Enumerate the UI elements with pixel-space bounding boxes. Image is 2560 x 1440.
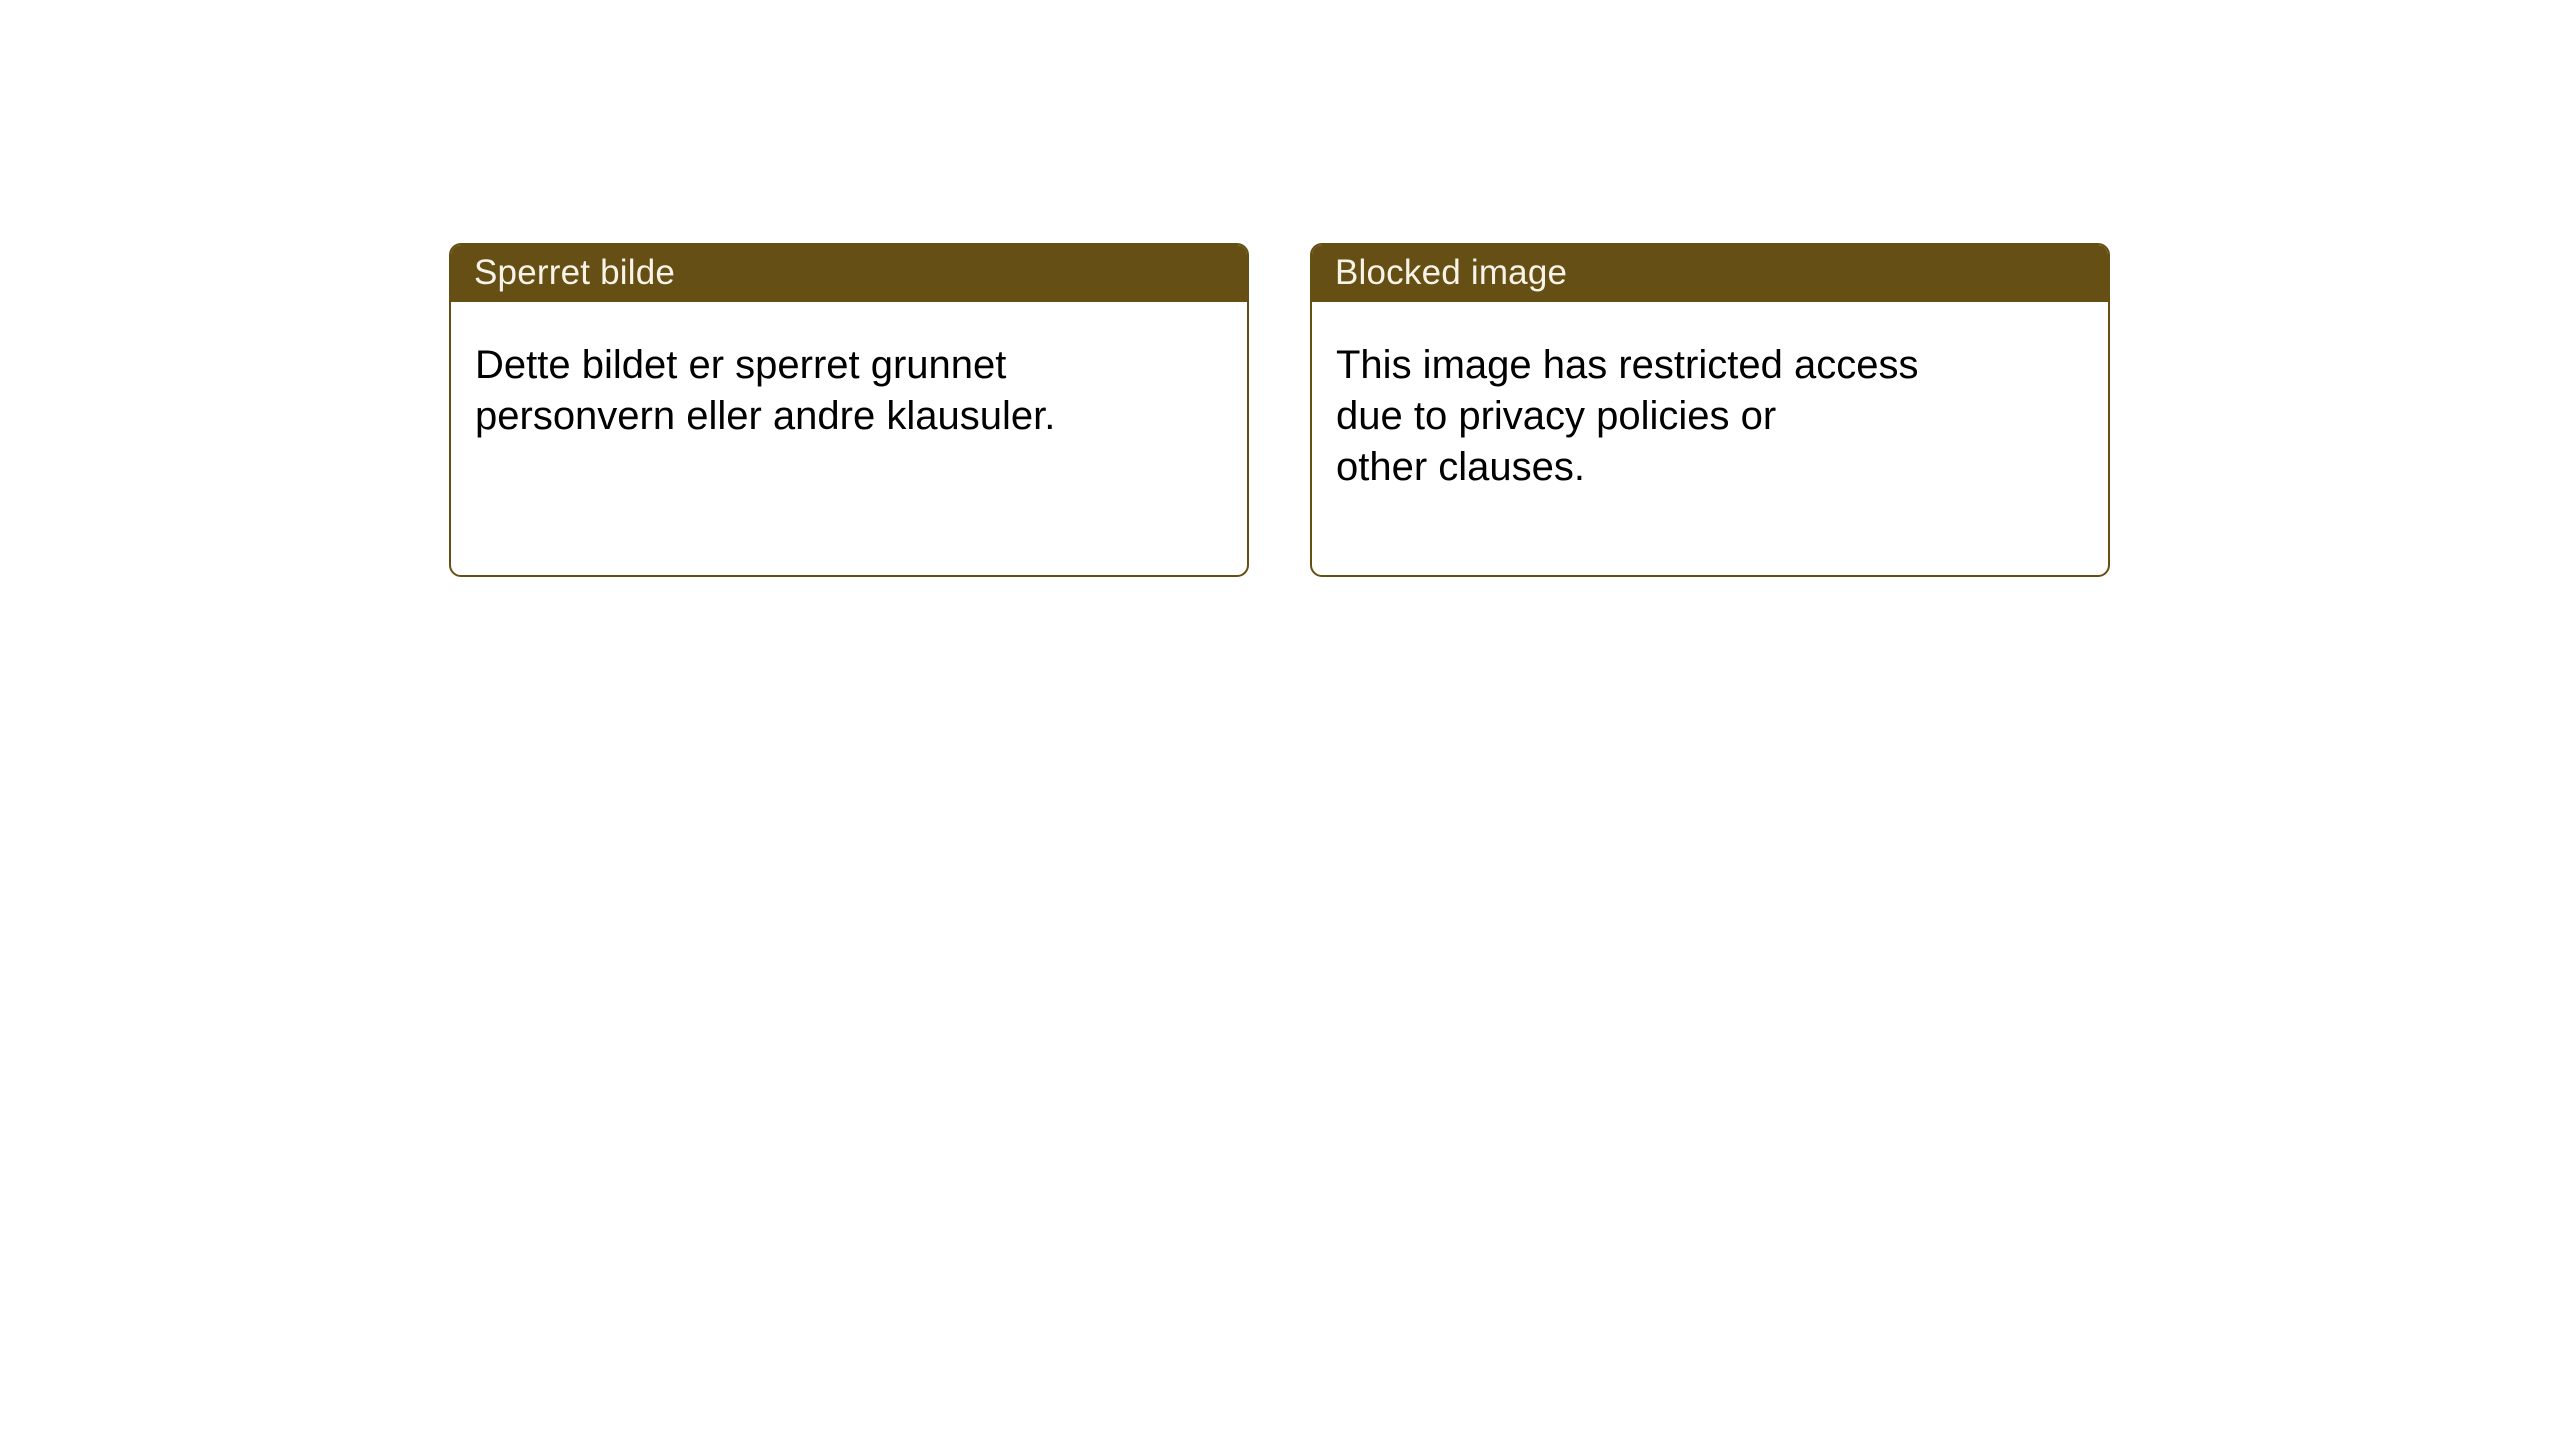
card-title-english: Blocked image (1335, 253, 1568, 292)
body-line: personvern eller andre klausuler. (475, 394, 1056, 438)
blocked-image-card-norwegian-header (450, 244, 1248, 302)
body-line: This image has restricted access (1336, 343, 1919, 387)
card-title-norwegian: Sperret bilde (474, 253, 676, 292)
body-line: other clauses. (1336, 445, 1586, 489)
blocked-image-card-english-body (1312, 302, 2108, 493)
body-line: due to privacy policies or (1336, 394, 1777, 438)
blocked-image-card-norwegian-body (451, 302, 1247, 442)
blocked-image-card-english-header (1311, 244, 2109, 302)
blocked-image-card-norwegian (449, 243, 1249, 577)
blocked-image-card-english (1310, 243, 2110, 577)
body-line: Dette bildet er sperret grunnet (475, 343, 1007, 387)
